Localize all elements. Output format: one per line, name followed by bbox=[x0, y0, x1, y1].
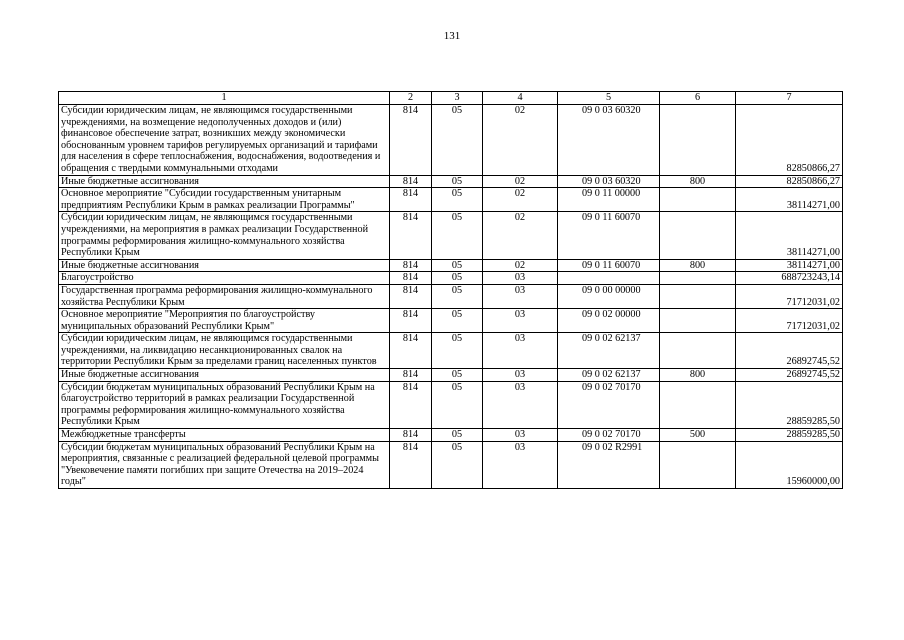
row-summa: 71712031,02 bbox=[736, 309, 843, 333]
row-vr: 500 bbox=[660, 429, 736, 442]
row-csr: 09 0 03 60320 bbox=[558, 175, 660, 188]
row-vr bbox=[660, 441, 736, 488]
row-razdel: 05 bbox=[432, 284, 483, 308]
row-csr: 09 0 03 60320 bbox=[558, 105, 660, 176]
row-vr bbox=[660, 105, 736, 176]
table-row bbox=[59, 212, 843, 259]
table-row bbox=[59, 333, 843, 369]
row-razdel: 05 bbox=[432, 369, 483, 382]
row-razdel: 05 bbox=[432, 212, 483, 259]
row-vr bbox=[660, 284, 736, 308]
table-row bbox=[59, 381, 843, 428]
row-vr: 800 bbox=[660, 369, 736, 382]
row-podrazdel: 03 bbox=[483, 441, 558, 488]
row-summa: 38114271,00 bbox=[736, 259, 843, 272]
row-podrazdel: 03 bbox=[483, 272, 558, 285]
row-vedomstvo: 814 bbox=[390, 259, 432, 272]
row-name: Государственная программа реформирования жилищно-коммунального хозяйства Республики Крым bbox=[59, 284, 390, 308]
row-csr: 09 0 02 62137 bbox=[558, 369, 660, 382]
table-row bbox=[59, 309, 843, 333]
row-podrazdel: 03 bbox=[483, 381, 558, 428]
row-razdel: 05 bbox=[432, 175, 483, 188]
row-vedomstvo: 814 bbox=[390, 272, 432, 285]
row-podrazdel: 02 bbox=[483, 105, 558, 176]
row-vedomstvo: 814 bbox=[390, 441, 432, 488]
row-vr bbox=[660, 272, 736, 285]
header-cell: 7 bbox=[736, 92, 843, 105]
row-name: Иные бюджетные ассигнования bbox=[59, 259, 390, 272]
row-summa: 26892745,52 bbox=[736, 369, 843, 382]
table-row bbox=[59, 441, 843, 488]
row-csr: 09 0 02 70170 bbox=[558, 429, 660, 442]
row-name: Субсидии бюджетам муниципальных образований Республики Крым на благоустройство территорий в рамках реализации Государственной программы реформирования жилищно-коммунального хозяйства Республики Крым bbox=[59, 381, 390, 428]
table-row bbox=[59, 175, 843, 188]
row-csr: 09 0 02 R2991 bbox=[558, 441, 660, 488]
row-vedomstvo: 814 bbox=[390, 369, 432, 382]
header-cell: 4 bbox=[483, 92, 558, 105]
row-vr bbox=[660, 333, 736, 369]
row-razdel: 05 bbox=[432, 381, 483, 428]
row-podrazdel: 02 bbox=[483, 259, 558, 272]
row-vr: 800 bbox=[660, 259, 736, 272]
row-razdel: 05 bbox=[432, 272, 483, 285]
row-summa: 15960000,00 bbox=[736, 441, 843, 488]
row-razdel: 05 bbox=[432, 309, 483, 333]
row-vedomstvo: 814 bbox=[390, 105, 432, 176]
row-vedomstvo: 814 bbox=[390, 212, 432, 259]
header-cell: 6 bbox=[660, 92, 736, 105]
row-vr bbox=[660, 309, 736, 333]
row-razdel: 05 bbox=[432, 441, 483, 488]
row-podrazdel: 02 bbox=[483, 175, 558, 188]
row-summa: 82850866,27 bbox=[736, 105, 843, 176]
row-vedomstvo: 814 bbox=[390, 333, 432, 369]
table-row bbox=[59, 284, 843, 308]
row-podrazdel: 03 bbox=[483, 429, 558, 442]
row-name: Субсидии юридическим лицам, не являющимся государственными учреждениями, на ликвидацию несанкционированных свалок на территории Республики Крым за пределами границ населенных пунктов bbox=[59, 333, 390, 369]
row-summa: 38114271,00 bbox=[736, 212, 843, 259]
row-csr: 09 0 02 00000 bbox=[558, 309, 660, 333]
row-summa: 28859285,50 bbox=[736, 429, 843, 442]
row-name: Иные бюджетные ассигнования bbox=[59, 369, 390, 382]
row-name: Благоустройство bbox=[59, 272, 390, 285]
header-cell: 1 bbox=[59, 92, 390, 105]
row-podrazdel: 03 bbox=[483, 309, 558, 333]
row-csr: 09 0 11 60070 bbox=[558, 259, 660, 272]
row-csr bbox=[558, 272, 660, 285]
row-vedomstvo: 814 bbox=[390, 309, 432, 333]
row-podrazdel: 03 bbox=[483, 333, 558, 369]
row-name: Субсидии бюджетам муниципальных образований Республики Крым на мероприятия, связанные с реализацией федеральной целевой программы "Увековечение памяти погибших при защите Отечества на 2019–2024 годы" bbox=[59, 441, 390, 488]
row-razdel: 05 bbox=[432, 259, 483, 272]
header-cell: 3 bbox=[432, 92, 483, 105]
row-name: Межбюджетные трансферты bbox=[59, 429, 390, 442]
table-row bbox=[59, 272, 843, 285]
row-vedomstvo: 814 bbox=[390, 175, 432, 188]
page-number: 131 bbox=[443, 30, 461, 42]
row-razdel: 05 bbox=[432, 188, 483, 212]
row-name: Основное мероприятие "Мероприятия по благоустройству муниципальных образований Республики Крым" bbox=[59, 309, 390, 333]
row-csr: 09 0 11 00000 bbox=[558, 188, 660, 212]
row-summa: 71712031,02 bbox=[736, 284, 843, 308]
row-vr: 800 bbox=[660, 175, 736, 188]
row-summa: 28859285,50 bbox=[736, 381, 843, 428]
row-vedomstvo: 814 bbox=[390, 188, 432, 212]
table-row bbox=[59, 259, 843, 272]
row-summa: 38114271,00 bbox=[736, 188, 843, 212]
row-vedomstvo: 814 bbox=[390, 381, 432, 428]
row-vr bbox=[660, 212, 736, 259]
row-csr: 09 0 00 00000 bbox=[558, 284, 660, 308]
budget-table bbox=[58, 91, 843, 489]
row-summa: 688723243,14 bbox=[736, 272, 843, 285]
row-podrazdel: 02 bbox=[483, 212, 558, 259]
row-name: Субсидии юридическим лицам, не являющимся государственными учреждениями, на возмещение недополученных доходов и (или) финансовое обеспечение затрат, возникших между экономически обоснованным уровнем тарифов регулируемых организаций и тарифами для населения в сфере теплоснабжения, водоснабжения, водоотведения и обращения с твердыми коммунальными отходами bbox=[59, 105, 390, 176]
row-vedomstvo: 814 bbox=[390, 284, 432, 308]
table-row bbox=[59, 369, 843, 382]
row-summa: 82850866,27 bbox=[736, 175, 843, 188]
row-vr bbox=[660, 381, 736, 428]
row-vedomstvo: 814 bbox=[390, 429, 432, 442]
row-podrazdel: 03 bbox=[483, 369, 558, 382]
row-razdel: 05 bbox=[432, 105, 483, 176]
row-podrazdel: 02 bbox=[483, 188, 558, 212]
row-summa: 26892745,52 bbox=[736, 333, 843, 369]
table-row bbox=[59, 188, 843, 212]
row-name: Основное мероприятие "Субсидии государственным унитарным предприятиям Республики Крым в рамках реализации Программы" bbox=[59, 188, 390, 212]
table-row bbox=[59, 105, 843, 176]
row-razdel: 05 bbox=[432, 429, 483, 442]
row-name: Иные бюджетные ассигнования bbox=[59, 175, 390, 188]
row-csr: 09 0 02 62137 bbox=[558, 333, 660, 369]
table-row bbox=[59, 429, 843, 442]
header-cell: 2 bbox=[390, 92, 432, 105]
row-csr: 09 0 11 60070 bbox=[558, 212, 660, 259]
row-csr: 09 0 02 70170 bbox=[558, 381, 660, 428]
row-razdel: 05 bbox=[432, 333, 483, 369]
header-cell: 5 bbox=[558, 92, 660, 105]
row-podrazdel: 03 bbox=[483, 284, 558, 308]
row-name: Субсидии юридическим лицам, не являющимся государственными учреждениями, на мероприятия в рамках реализации Государственной программы реформирования жилищно-коммунального хозяйства Республики Крым bbox=[59, 212, 390, 259]
header-row bbox=[59, 92, 843, 105]
row-vr bbox=[660, 188, 736, 212]
